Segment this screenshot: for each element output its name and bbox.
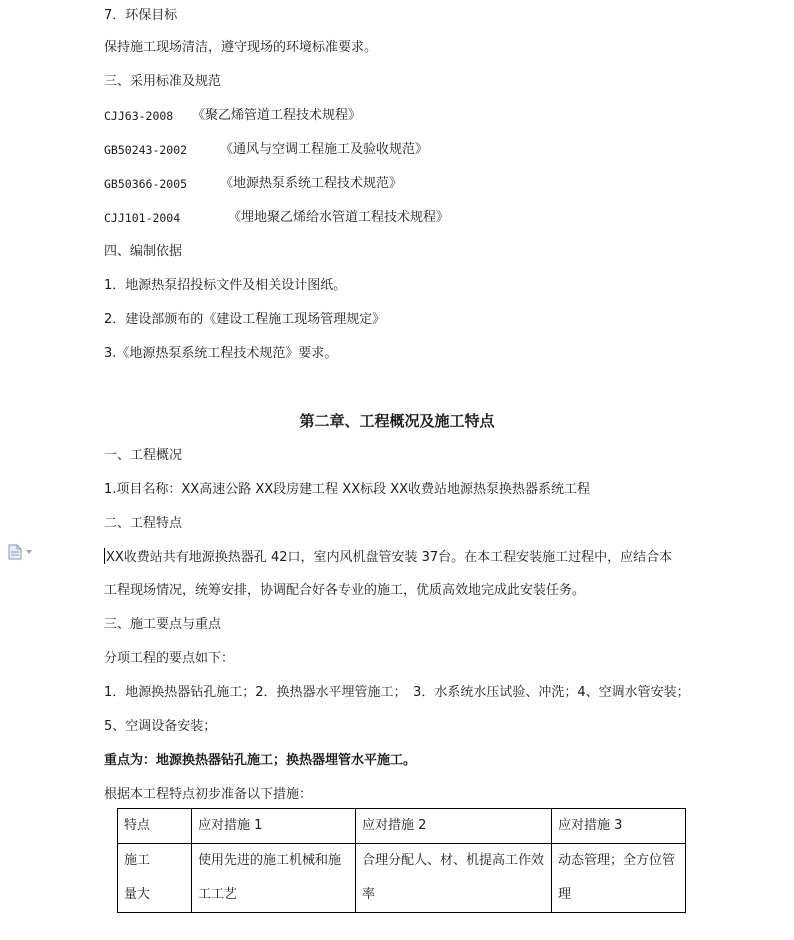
features-paragraph — [104, 548, 672, 568]
table-header-cell: 应对措施 3 — [552, 809, 686, 844]
focus-line: 重点为：地源换热器钻孔施工；换热器埋管水平施工。 — [104, 753, 417, 768]
keypoints-heading: 三、施工要点与重点 — [104, 617, 222, 632]
table-cell-text: 施工量大 — [124, 853, 151, 902]
table-header-row — [118, 809, 686, 844]
table-cell: 合理分配人、材、机提高工作效率 — [356, 844, 552, 913]
standard-item — [104, 174, 403, 195]
keypoints-line: 1．地源换热器钻孔施工；2．换热器水平埋管施工； 3．水系统水压试验、冲洗；4、空调水管安装； — [104, 685, 690, 700]
features-heading: 二、工程特点 — [104, 516, 183, 531]
standard-item — [104, 106, 362, 127]
basis-item: 1．地源热泵招投标文件及相关设计图纸。 — [104, 278, 347, 293]
document-icon — [8, 544, 22, 560]
standard-code: CJJ63-2008 — [104, 109, 174, 123]
table-cell: 动态管理；全方位管理 — [552, 844, 686, 913]
table-header-cell: 特点 — [118, 809, 192, 844]
table-header-cell: 应对措施 1 — [192, 809, 356, 844]
standard-code: GB50366-2005 — [104, 177, 188, 191]
basis-item: 2．建设部颁布的《建设工程施工现场管理规定》 — [104, 312, 386, 327]
table-cell: 使用先进的施工机械和施工工艺 — [192, 844, 356, 913]
basis-item: 3.《地源热泵系统工程技术规范》要求。 — [104, 346, 338, 361]
standard-item — [104, 140, 429, 161]
section7-text: 保持施工现场清洁，遵守现场的环境标准要求。 — [104, 40, 378, 55]
features-paragraph-line: XX收费站共有地源换热器孔 42口，室内风机盘管安装 37台。在本工程安装施工过程中，应结合本 — [106, 550, 673, 565]
comment-icon[interactable] — [8, 544, 38, 560]
section4-heading: 四、编制依据 — [104, 244, 183, 259]
chevron-down-icon — [26, 550, 32, 554]
table-header-cell: 应对措施 2 — [356, 809, 552, 844]
section7-title: 7．环保目标 — [104, 8, 178, 23]
standard-title: 《地源热泵系统工程技术规范》 — [220, 176, 403, 191]
chapter-title: 第二章、工程概况及施工特点 — [299, 412, 495, 430]
table-cell — [118, 844, 192, 913]
standard-title: 《埋地聚乙烯给水管道工程技术规程》 — [228, 210, 450, 225]
project-name: 1.项目名称：XX高速公路 XX段房建工程 XX标段 XX收费站地源热泵换热器系统工程 — [104, 482, 591, 497]
features-paragraph-line: 工程现场情况，统筹安排，协调配合好各专业的施工，优质高效地完成此安装任务。 — [104, 583, 586, 598]
standard-title: 《通风与空调工程施工及验收规范》 — [220, 142, 429, 157]
standard-item — [104, 208, 450, 229]
section3-heading: 三、采用标准及规范 — [104, 74, 222, 89]
measures-table — [117, 808, 686, 913]
overview-heading: 一、工程概况 — [104, 448, 183, 463]
table-row — [118, 844, 686, 913]
standard-code: GB50243-2002 — [104, 143, 188, 157]
keypoints-line: 5、空调设备安装； — [104, 719, 217, 734]
standard-title: 《聚乙烯管道工程技术规程》 — [192, 108, 362, 123]
keypoints-intro: 分项工程的要点如下： — [104, 651, 235, 666]
standard-code: CJJ101-2004 — [104, 211, 181, 225]
measures-intro: 根据本工程特点初步准备以下措施： — [104, 787, 313, 802]
text-cursor — [104, 548, 105, 564]
